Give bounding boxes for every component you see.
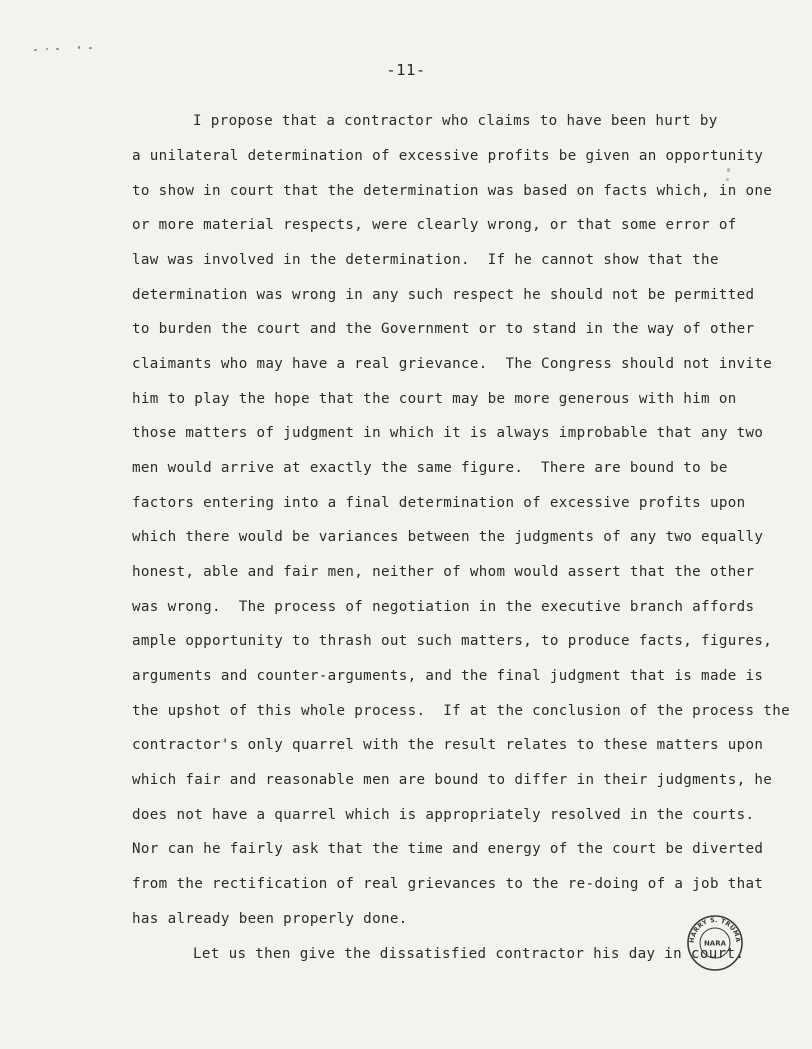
- scan-speck: [78, 46, 80, 49]
- text-line: a unilateral determination of excessive profits be given an opportunity: [132, 148, 764, 164]
- text-line: or more material respects, were clearly wrong, or that some error of: [132, 217, 737, 233]
- text-line: determination was wrong in any such respect he should not be permitted: [132, 287, 755, 303]
- page-number: -11-: [386, 61, 426, 79]
- text-line: him to play the hope that the court may be more generous with him on: [132, 391, 737, 407]
- stamp-center-text: NARA: [703, 939, 727, 948]
- text-line: honest, able and fair men, neither of whom would assert that the other: [132, 564, 755, 580]
- scan-speck: [56, 48, 59, 50]
- text-line: contractor's only quarrel with the result relates to these matters upon: [132, 737, 764, 753]
- scan-speck: [46, 48, 48, 50]
- text-line: I propose that a contractor who claims to have been hurt by: [193, 113, 718, 129]
- text-line: arguments and counter-arguments, and the final judgment that is made is: [132, 668, 764, 684]
- text-line: from the rectification of real grievances to the re-doing of a job that: [132, 876, 764, 892]
- text-line: men would arrive at exactly the same figure. There are bound to be: [132, 460, 728, 476]
- stamp-ring-text: HARRY S. TRUMA: [688, 916, 742, 944]
- text-line: to burden the court and the Government or to stand in the way of other: [132, 321, 755, 337]
- text-line: has already been properly done.: [132, 911, 408, 927]
- text-line: factors entering into a final determination of excessive profits upon: [132, 495, 746, 511]
- scan-speck: [727, 168, 730, 172]
- text-line: which there would be variances between the judgments of any two equally: [132, 529, 764, 545]
- text-line: ample opportunity to thrash out such matters, to produce facts, figures,: [132, 633, 773, 649]
- scan-speck: [89, 47, 92, 49]
- text-line: Let us then give the dissatisfied contractor his day in court.: [193, 946, 745, 962]
- text-line: law was involved in the determination. If he cannot show that the: [132, 252, 719, 268]
- scan-speck: [34, 49, 37, 51]
- text-line: Nor can he fairly ask that the time and energy of the court be diverted: [132, 841, 764, 857]
- text-line: the upshot of this whole process. If at the conclusion of the process the: [132, 703, 790, 719]
- text-line: was wrong. The process of negotiation in the executive branch affords: [132, 599, 755, 615]
- text-line: does not have a quarrel which is appropriately resolved in the courts.: [132, 807, 755, 823]
- truman-library-stamp-icon: [686, 914, 744, 972]
- text-line: those matters of judgment in which it is always improbable that any two: [132, 425, 764, 441]
- text-line: which fair and reasonable men are bound to differ in their judgments, he: [132, 772, 773, 788]
- scan-speck: [726, 178, 729, 181]
- text-line: claimants who may have a real grievance. The Congress should not invite: [132, 356, 773, 372]
- text-line: to show in court that the determination was based on facts which, in one: [132, 183, 773, 199]
